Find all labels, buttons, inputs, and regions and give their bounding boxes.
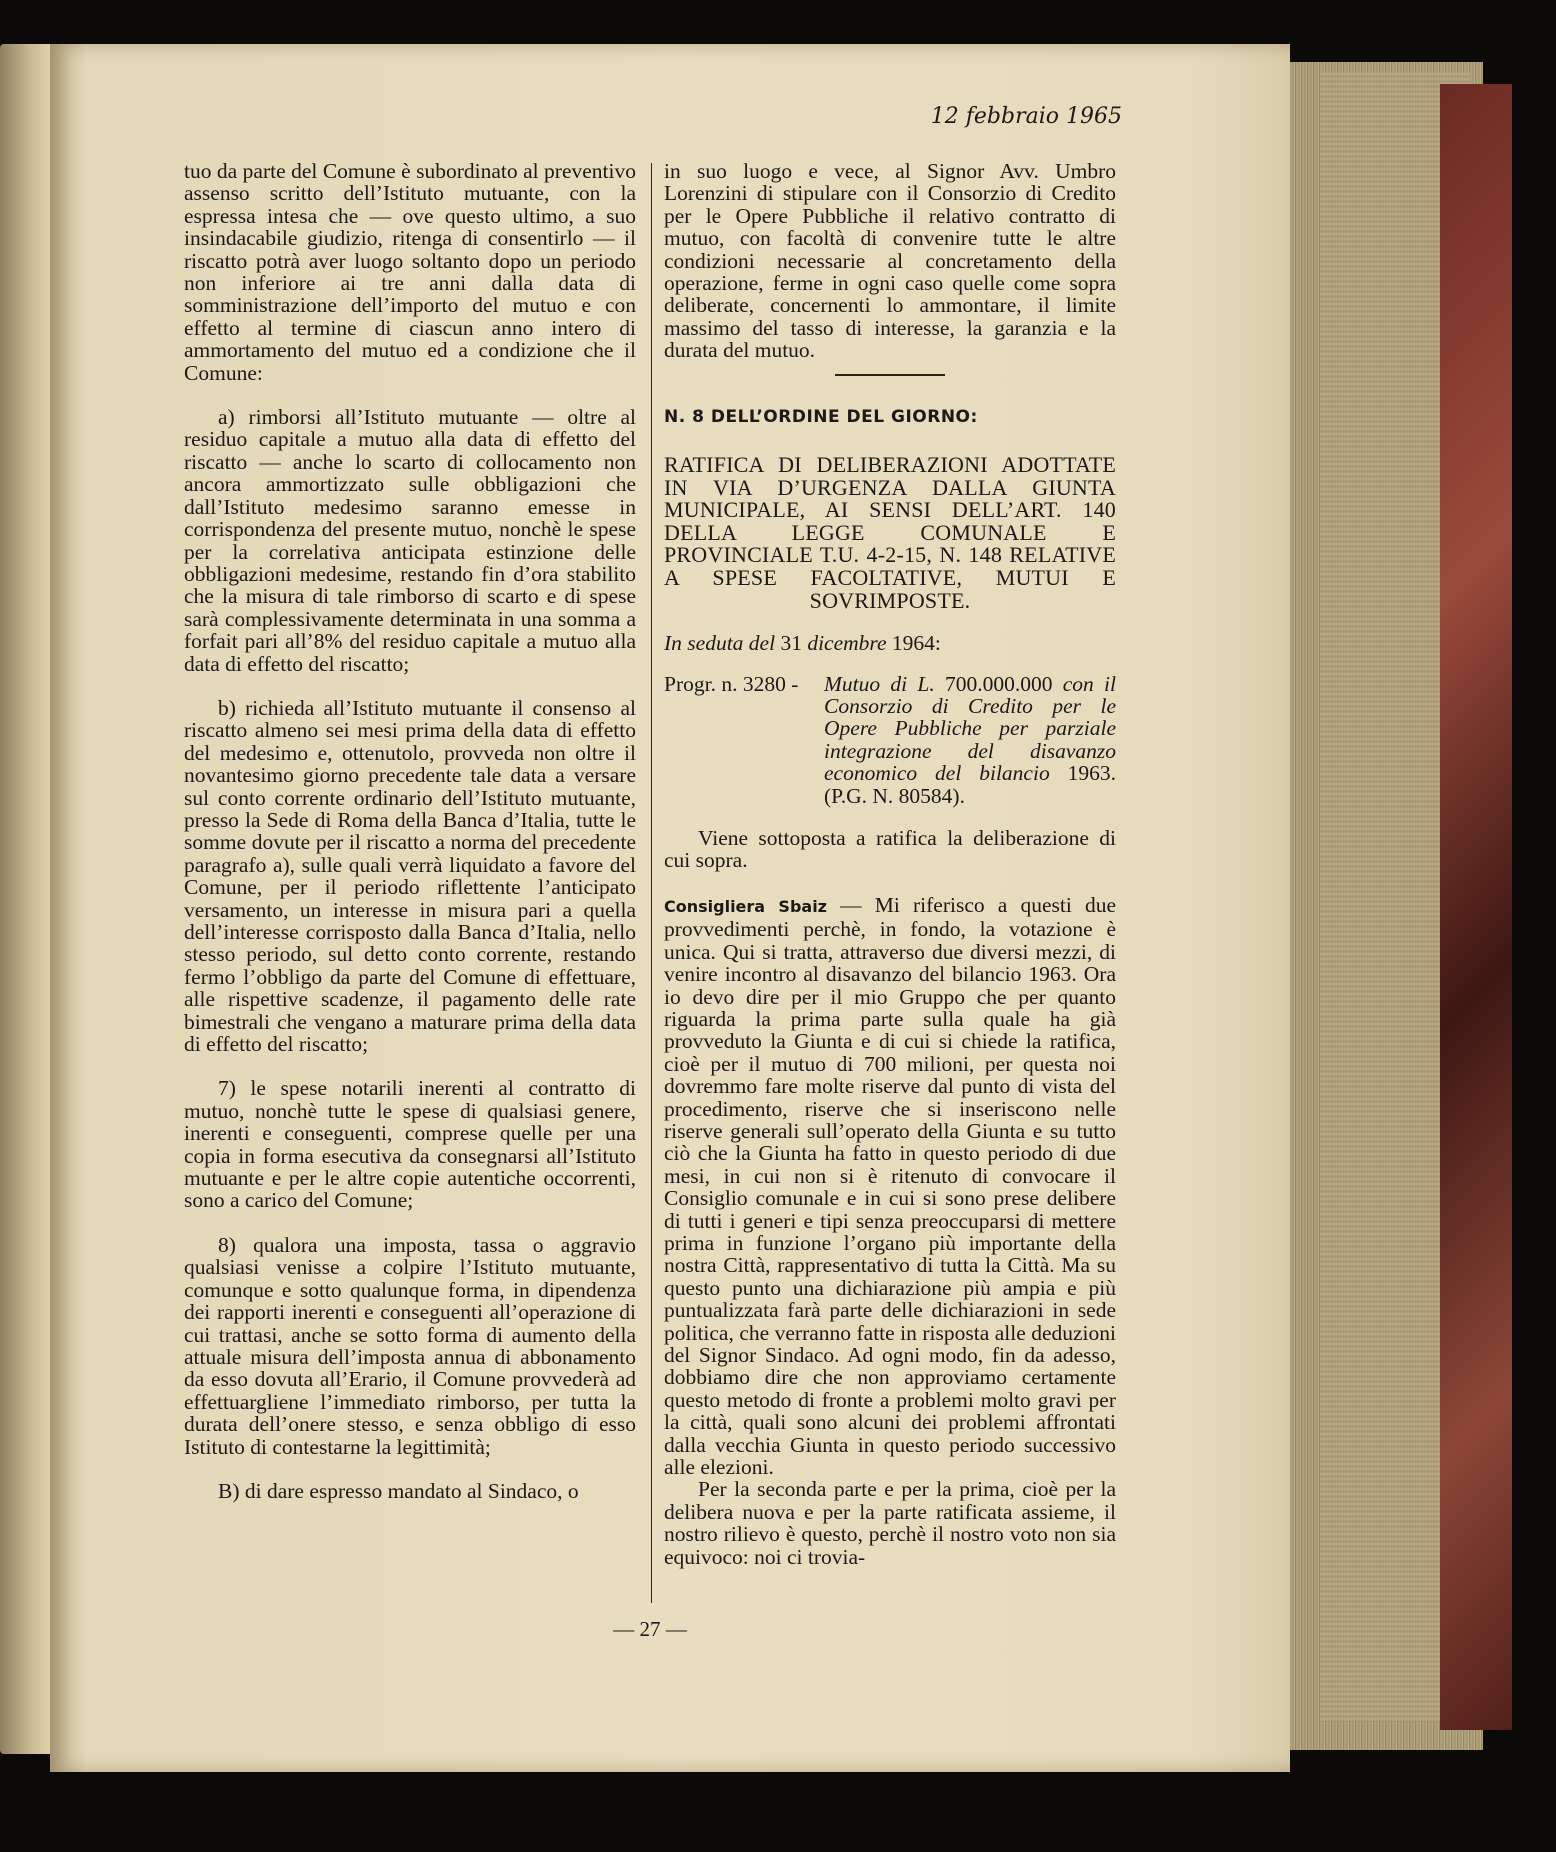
session-year: 1964: — [891, 631, 941, 656]
progr-desc-text: con il Consorzio di Credito per le Opere Pubbliche per parziale integrazione del disavanzo economico del bilancio — [824, 671, 1116, 786]
speech-paragraph-1 — [664, 894, 1116, 1479]
ratify-paragraph: Viene sottoposta a ratifica la deliberazione di cui sopra. — [664, 826, 1116, 873]
session-month: dicembre — [807, 631, 887, 656]
speech-text-1: — Mi riferisco a questi due provvedimenti perchè, in fondo, la votazione è unica. Qui si tratta, attraverso due diversi mezzi, di venire incontro al disavanzo del bilancio 1963. Ora io devo dire per il mio Gruppo che per quanto riguarda la prima parte sulla quale ha già provveduto la Giunta e di cui si chiede la ratifica, cioè per il mutuo di 700 milioni, per questa noi dovremmo fare molte riserve dal punto di vista del procedimento, riserve che si inseriscono nelle riserve generali sull’operato della Giunta e su tutto ciò che la Giunta ha fatto in questo periodo di due mesi, in cui non si è ritenuto di convocare il Consiglio comunale e in cui si sono prese delibere di tutti i generi e tipi senza preoccuparsi di mettere prima in funzione l’organo più importante della nostra Città, rappresentativo di tutta la Città. Ma su questo punto una dichiarazione più ampia e più puntualizzata farà parte delle dichiarazioni in sede politica, che verranno fatte in risposta alle deduzioni del Signor Sindaco. Ad ogni modo, fin da adesso, dobbiamo dire che non approviamo certamente questo metodo di fronte a problemi molto gravi per la città, quali sono alcuni dei problemi affrontati dalla vecchia Giunta in questo periodo successivo alle elezioni. — [664, 892, 1116, 1480]
progr-desc-prefix: Mutuo di L. — [824, 671, 935, 696]
agenda-item-heading: N. 8 DELL’ORDINE DEL GIORNO: — [664, 406, 978, 427]
paragraph-item-a: a) rimborsi all’Istituto mutuante — oltre al residuo capitale a mutuo alla data di effetto del riscatto — anche lo scarto di collocamento non ancora ammortizzato sulle obbligazioni che dall’Istituto medesimo saranno emesse in corrispondenza del presente mutuo, nonchè le spese per la correlativa anticipata estinzione delle obbligazioni medesime, restando fin d’ora stabilito che la misura di tale rimborso di scarto e di spese sarà complessivamente determinata in una somma a forfait pari all’8% del residuo capitale a mutuo alla data di effetto del riscatto; — [184, 405, 636, 676]
running-header-date: 12 febbraio 1965 — [930, 104, 1122, 129]
agenda-item-title: RATIFICA DI DELIBERAZIONI ADOTTATE IN VIA D’URGENZA DALLA GIUNTA MUNICIPALE, AI SENSI DELL’ART. 140 DELLA LEGGE COMUNALE E PROVINCIALE T.U. 4-2-15, N. 148 RELATIVE A SPESE FACOLTATIVE, MUTUI E SOVRIMPOSTE. — [664, 452, 1116, 613]
progr-description — [824, 673, 1116, 807]
progr-amount: 700.000.000 — [944, 671, 1053, 696]
page-number: — 27 — — [613, 1617, 687, 1641]
section-rule — [835, 374, 945, 376]
right-column — [664, 160, 1116, 1568]
paragraph-intro: in suo luogo e vece, al Signor Avv. Umbro Lorenzini di stipulare con il Consorzio di Credito per le Opere Pubbliche il relativo contratto di mutuo, con facoltà di convenire tutte le altre condizioni necessarie al concretamento della operazione, ferme in ogni caso quelle come sopra deliberate, concernenti lo ammontare, il limite massimo del tasso di interesse, la garanzia e la durata del mutuo. — [664, 159, 1116, 363]
speech-paragraph-2: Per la seconda parte e per la prima, cioè per la delibera nuova e per la parte ratificata assieme, il nostro rilievo è questo, perchè il nostro voto non sia equivoco: noi ci trovia- — [664, 1477, 1116, 1569]
session-prefix: In seduta del — [664, 631, 776, 656]
paragraph-item-b: b) richieda all’Istituto mutuante il consenso al riscatto almeno sei mesi prima della data di effetto del medesimo e, ottenutolo, provveda non oltre il novantesimo giorno precedente tale data a versare sul conto corrente ordinario dell’Istituto mutuante, presso la Sede di Roma della Banca d’Italia, tutte le somme dovute per il riscatto a norma del precedente paragrafo a), sulle quali verrà liquidato a favore del Comune, per il periodo riflettente l’anticipato versamento, un interesse in misura pari a quella dell’interesse corrisposto dalla Banca d’Italia, nello stesso periodo, sul detto conto corrente, restando fermo l’obbligo da parte del Comune di effettuare, alle rispettive scadenze, il pagamento delle rate bimestrali che vengano a maturare prima della data di effetto del riscatto; — [184, 695, 636, 1057]
progr-entry — [664, 673, 1116, 807]
column-divider — [651, 163, 652, 1603]
progr-reference: 1963. (P.G. N. 80584). — [824, 761, 1116, 808]
paragraph-item-8: 8) qualora una imposta, tassa o aggravio qualsiasi venisse a colpire l’Istituto mutuante, comunque e sotto qualunque forma, in dipendenza dei rapporti inerenti e conseguenti all’operazione di cui trattasi, anche se sotto forma di aumento della attuale misura dell’imposta annua di abbonamento da esso dovuta all’Erario, il Comune provvederà ad effettuargliene l’immediato rimborso, per tutta la durata dell’onere stesso, e senza obbligo di esso Istituto di contestarne la legittimità; — [184, 1232, 636, 1459]
progr-number: Progr. n. 3280 - — [664, 671, 799, 696]
session-line — [664, 632, 1116, 654]
session-day: 31 — [780, 631, 802, 656]
speaker-name: Consigliera Sbaiz — [664, 896, 827, 916]
left-column — [184, 160, 636, 1502]
paragraph-item-7: 7) le spese notarili inerenti al contratto di mutuo, nonchè tutte le spese di qualsiasi genere, inerenti e conseguenti, comprese quelle per una copia in forma esecutiva da consegnarsi all’Istituto mutuante e per le altre copie autentiche occorrenti, sono a carico del Comune; — [184, 1076, 636, 1213]
paragraph-continuation: tuo da parte del Comune è subordinato al preventivo assenso scritto dell’Istituto mutuante, con la espressa intesa che — ove questo ultimo, a suo insindacabile giudizio, ritenga di consentirlo — il riscatto potrà aver luogo soltanto dopo un periodo non inferiore ai tre anni dalla data di somministrazione dell’importo del mutuo e con effetto al termine di ciascun anno intero di ammortamento del mutuo ed a condizione che il Comune: — [184, 159, 636, 385]
book-cover — [1440, 84, 1512, 1730]
paragraph-item-B: B) di dare espresso mandato al Sindaco, o — [218, 1478, 579, 1503]
